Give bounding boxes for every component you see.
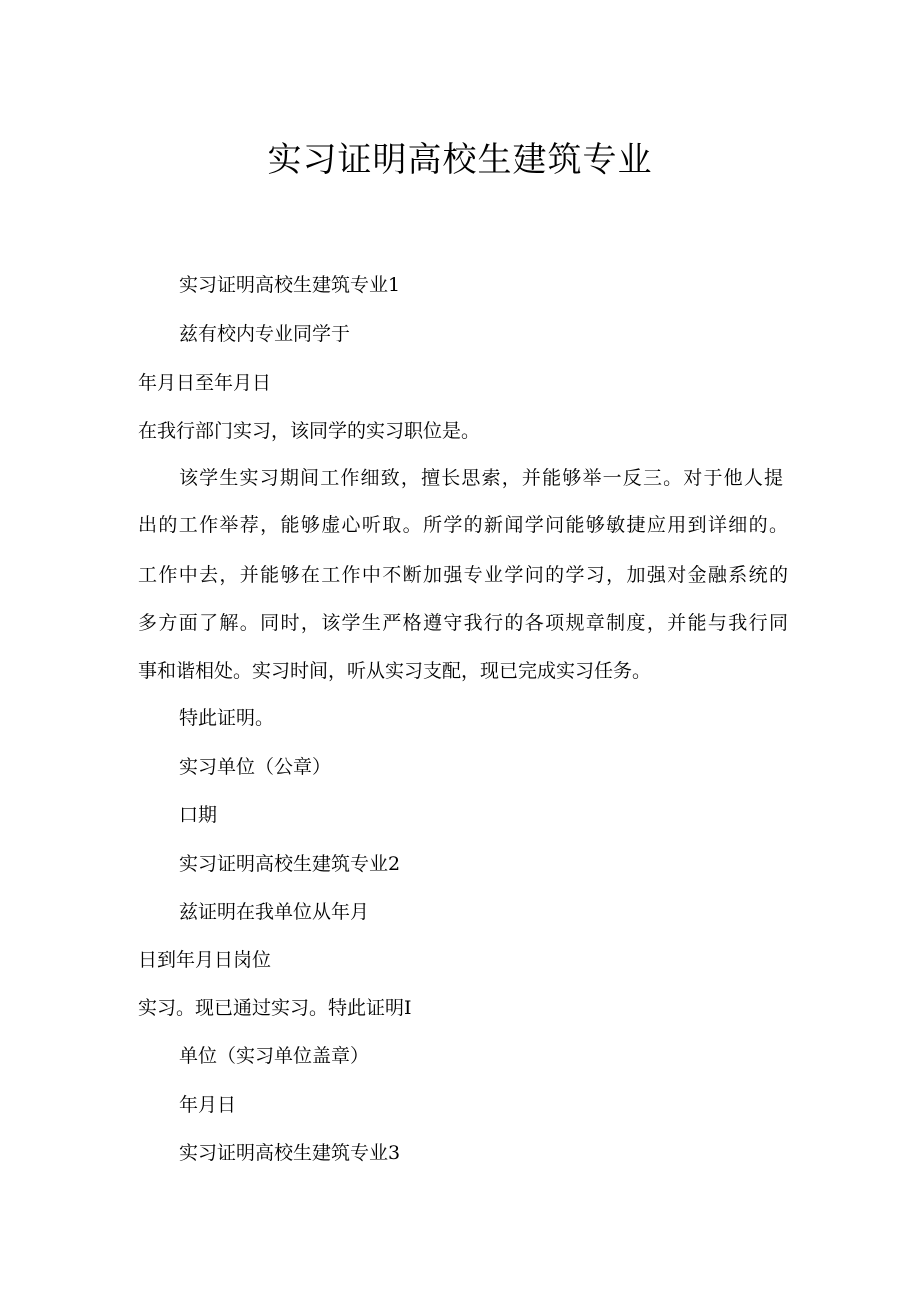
- signature-date: 年月日: [179, 1094, 237, 1116]
- paragraph-line: 年月日至年月日: [138, 372, 272, 394]
- section-heading-1: 实习证明高校生建筑专业1: [179, 274, 401, 296]
- signature-date: 口期: [179, 804, 218, 826]
- paragraph-line: 该学生实习期间工作细致，擅长思索，并能够举一反三。对于他人提: [179, 467, 783, 489]
- paragraph-line: 工作中去，并能够在工作中不断加强专业学问的学习，加强对金融系统的: [138, 564, 788, 586]
- paragraph-line: 在我行部门实习，该同学的实习职位是。: [138, 420, 481, 442]
- paragraph-line: 事和谐相处。实习时间，听从实习支配，现已完成实习任务。: [138, 660, 652, 682]
- section-heading-3: 实习证明高校生建筑专业3: [179, 1142, 401, 1164]
- paragraph-line: 实习。现已通过实习。特此证明I: [138, 997, 412, 1019]
- paragraph-line: 出的工作举荐，能够虚心听取。所学的新闻学问能够敏捷应用到详细的。: [138, 514, 788, 536]
- paragraph-line: 兹证明在我单位从年月: [179, 901, 370, 923]
- document-title: 实习证明高校生建筑专业: [267, 140, 653, 180]
- paragraph-line: 日到年月日岗位: [138, 949, 272, 971]
- paragraph-line: 兹有校内专业同学于: [179, 323, 351, 345]
- paragraph-line: 多方面了解。同时，该学生严格遵守我行的各项规章制度，并能与我行同: [138, 612, 788, 634]
- signature-unit: 单位（实习单位盖章）: [179, 1045, 370, 1067]
- signature-unit: 实习单位（公章）: [179, 756, 332, 778]
- paragraph-line: 特此证明。: [179, 707, 275, 729]
- section-heading-2: 实习证明高校生建筑专业2: [179, 853, 401, 875]
